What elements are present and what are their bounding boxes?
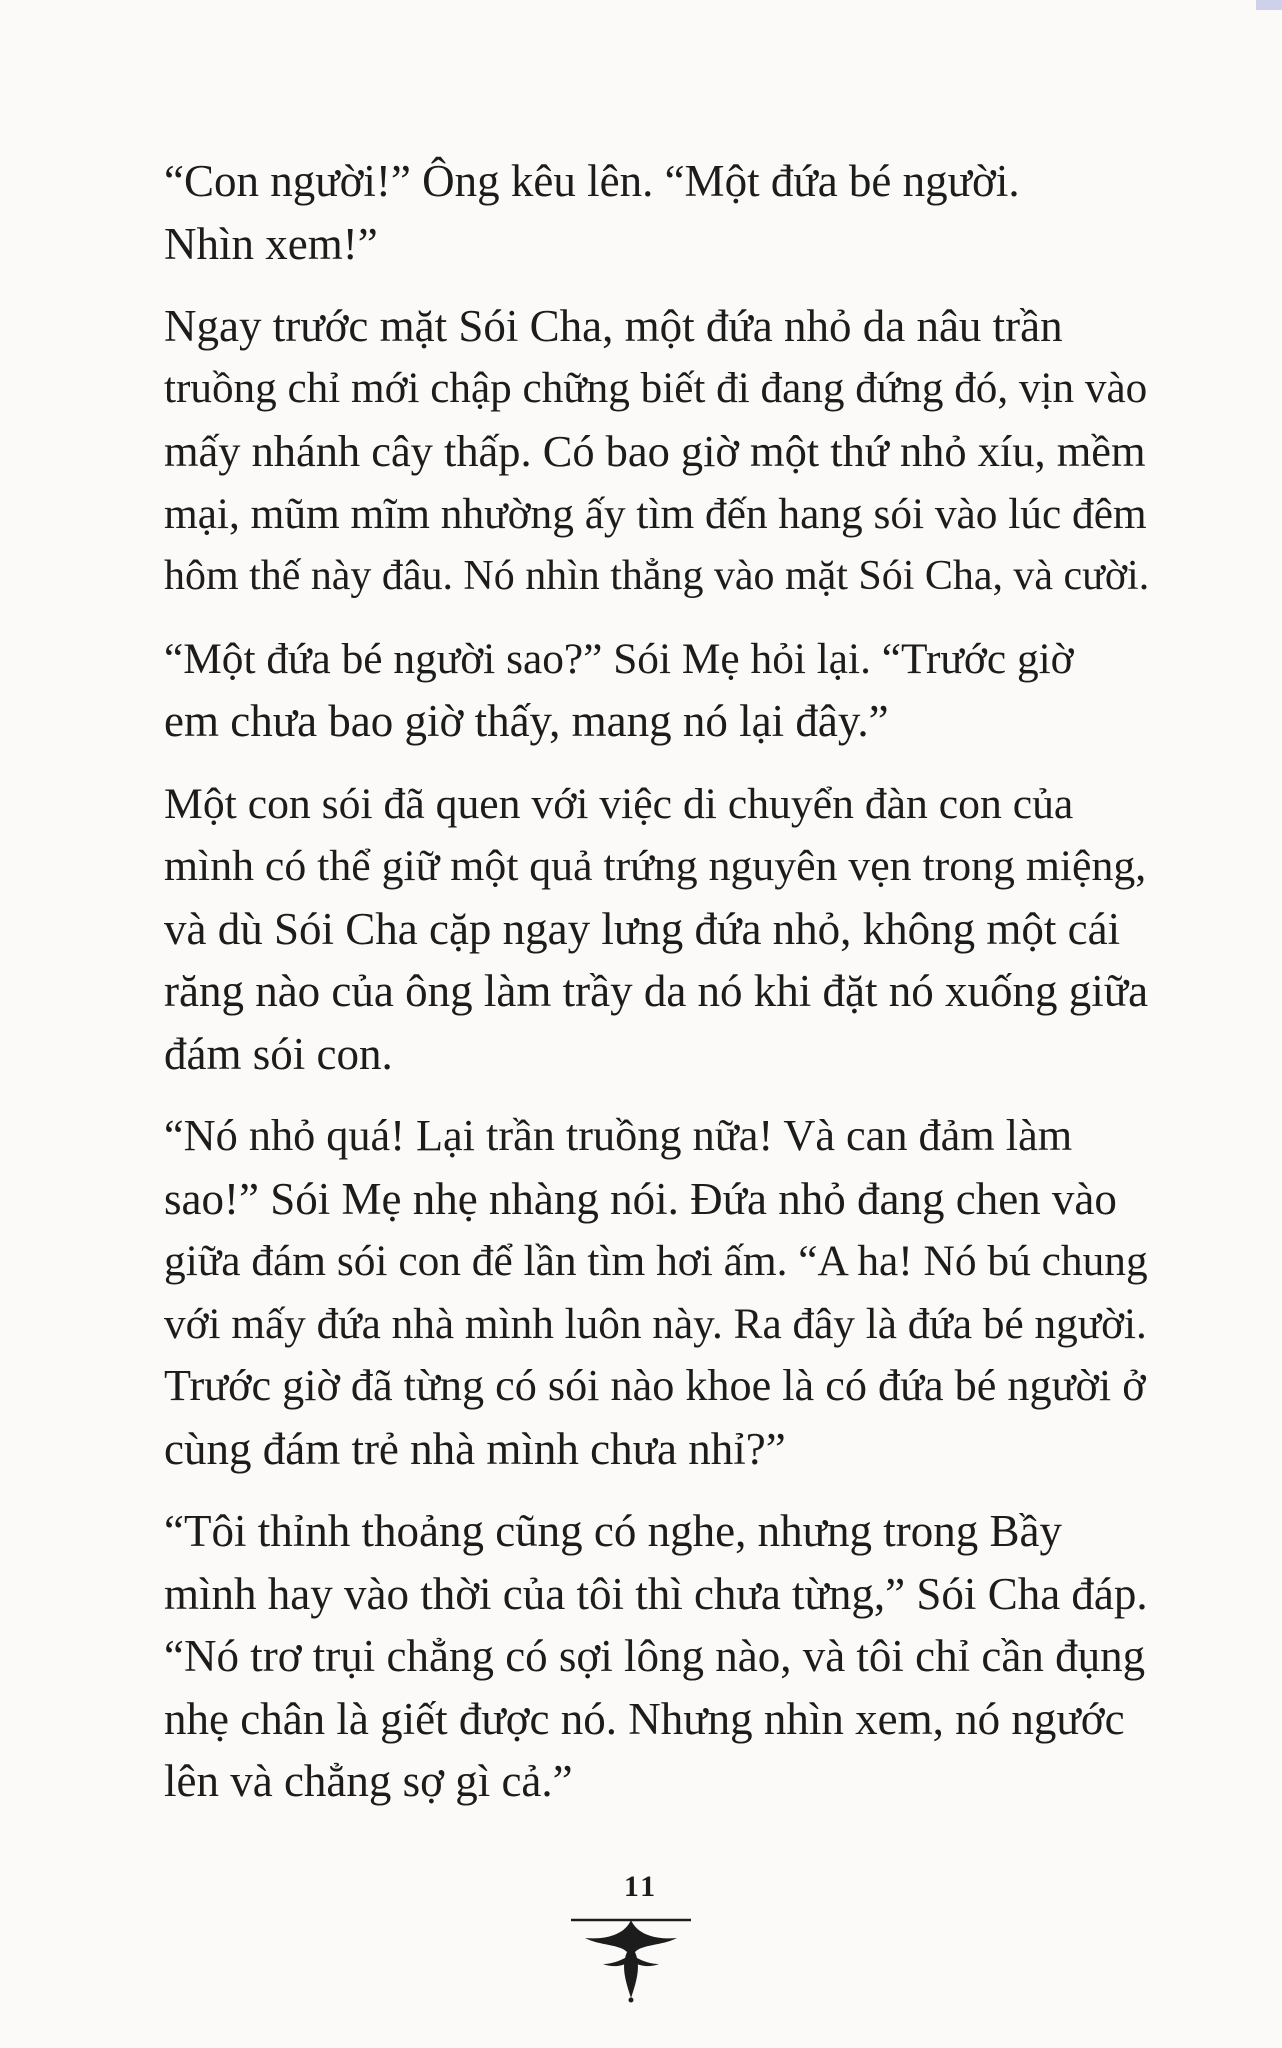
text-line: mấy nhánh cây thấp. Có bao giờ một thứ nhỏ xíu, mềm [164,426,1146,476]
text-line: sao!” Sói Mẹ nhẹ nhàng nói. Đứa nhỏ đang chen vào [164,1173,1117,1224]
text-line: Một con sói đã quen với việc di chuyển đàn con của [164,779,1074,828]
text-line: nhẹ chân là giết được nó. Nhưng nhìn xem, nó ngước [164,1693,1125,1744]
text-line: mình có thể giữ một quả trứng nguyên vẹn trong miệng, [164,842,1147,890]
text-line: Ngay trước mặt Sói Cha, một đứa nhỏ da nâu trần [164,301,1063,351]
text-line: truồng chỉ mới chập chững biết đi đang đứng đó, vịn vào [164,364,1148,412]
page-corner-tab [1256,0,1282,10]
paragraph [90,1500,1150,1813]
text-line: mình hay vào thời của tôi thì chưa từng,” Sói Cha đáp. [164,1568,1148,1619]
text-line: giữa đám sói con để lần tìm hơi ấm. “A ha! Nó bú chung [164,1237,1148,1285]
text-line: “Một đứa bé người sao?” Sói Mẹ hỏi lại. “Trước giờ [164,634,1074,683]
text-line: Trước giờ đã từng có sói nào khoe là có đứa bé người ở [164,1361,1146,1410]
text-line: răng nào của ông làm trầy da nó khi đặt nó xuống giữa [164,966,1149,1016]
paragraph [90,150,1150,275]
fleuron-ornament-icon [561,1914,701,2004]
text-line: lên và chẳng sợ gì cả.” [164,1756,573,1806]
page-body [90,150,1150,1833]
paragraph [90,295,1150,608]
text-line: “Nó nhỏ quá! Lại trần truồng nữa! Và can đảm làm [164,1111,1073,1160]
text-line: “Con người!” Ông kêu lên. “Một đứa bé người. [164,156,1020,206]
text-line: và dù Sói Cha cặp ngay lưng đứa nhỏ, không một cái [164,903,1121,954]
paragraph [90,1105,1150,1480]
text-line: đám sói con. [164,1028,393,1079]
text-line: “Nó trơ trụi chẳng có sợi lông nào, và tôi chỉ cần đụng [164,1631,1146,1681]
paragraph [90,773,1150,1086]
text-line: em chưa bao giờ thấy, mang nó lại đây.” [164,696,889,746]
text-line: “Tôi thỉnh thoảng cũng có nghe, nhưng trong Bầy [164,1506,1062,1556]
text-line: mại, mũm mĩm nhường ấy tìm đến hang sói vào lúc đêm [164,489,1147,538]
paragraph [90,628,1150,753]
text-line: cùng đám trẻ nhà mình chưa nhỉ?” [164,1423,786,1474]
text-line: Nhìn xem!” [164,218,378,269]
page-number: 11 [623,1870,659,1903]
text-line: với mấy đứa nhà mình luôn này. Ra đây là đứa bé người. [164,1299,1147,1348]
text-line: hôm thế này đâu. Nó nhìn thẳng vào mặt Sói Cha, và cười. [164,553,1150,599]
